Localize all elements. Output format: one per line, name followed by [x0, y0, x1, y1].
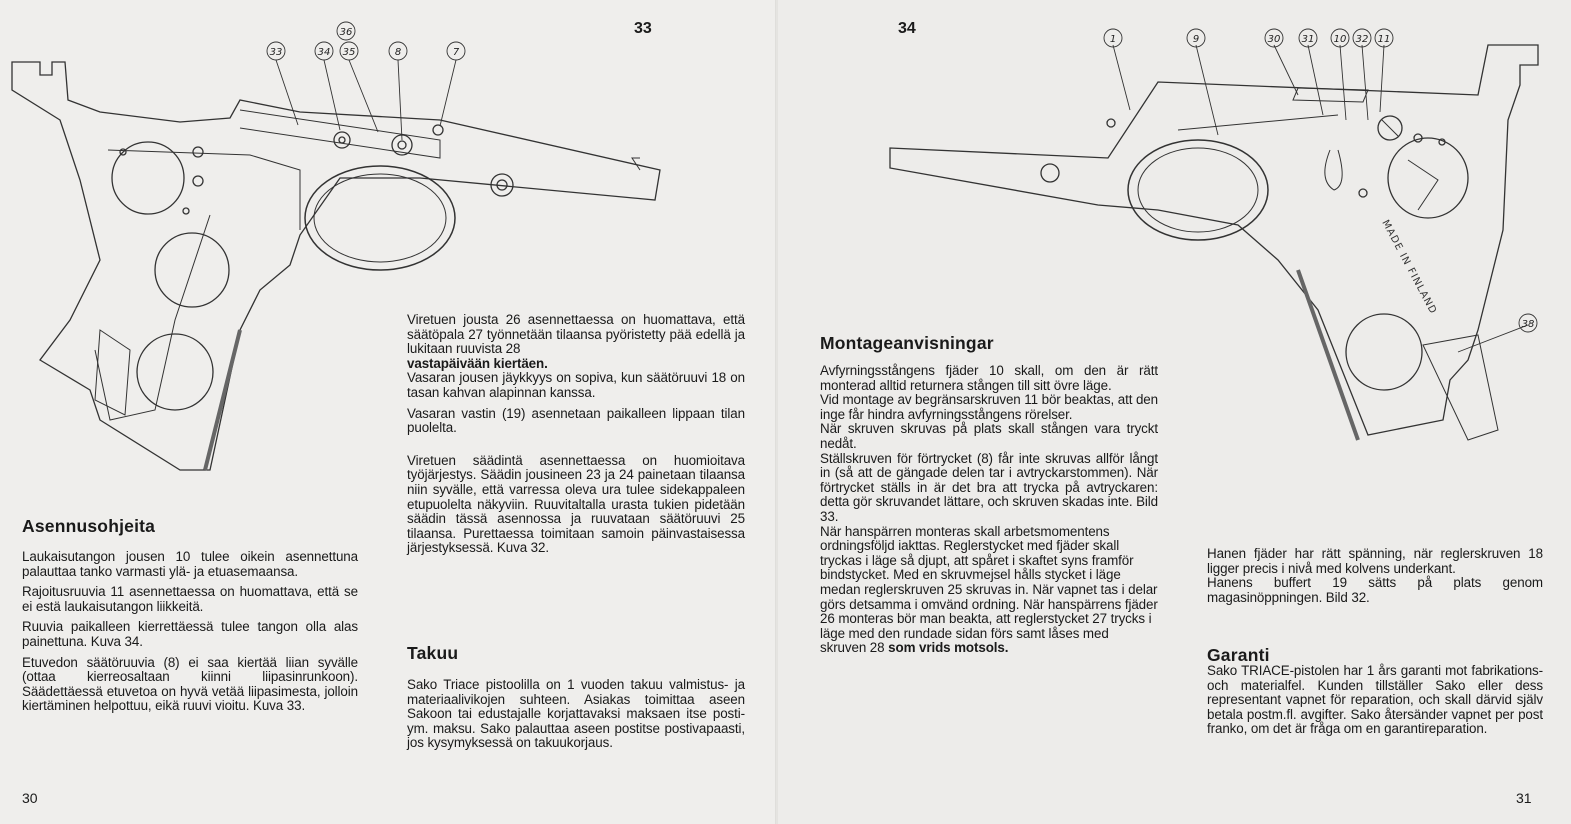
- callout-label: 7: [452, 47, 460, 58]
- paragraph: Ruuvia paikalleen kierrettäessä tulee tangon olla alas painettuna. Kuva 34.: [22, 619, 358, 649]
- paragraph: Sako TRIACE-pistolen har 1 års garanti mot fabrikations- och materialfel. Kunden tillställer Sako eller dess representant vapnet för reparation, och skall därvid själv betala postm.fl. avgifter. Sako återsänder vapnet per post franko, om det är fråga om en garantireparation.: [1207, 663, 1543, 737]
- paragraph: Rajoitusruuvia 11 asennettaessa on huomattava, että se ei estä laukaisutangon liikkeitä.: [22, 584, 358, 614]
- callout-label: 34: [317, 47, 331, 58]
- paragraph-emphasis: som vrids motsols.: [888, 640, 1009, 656]
- left-page: [0, 0, 776, 824]
- text-column-left-2: [407, 313, 745, 562]
- section-heading-takuu: Takuu: [407, 643, 459, 663]
- engraving-text: MADE IN FINLAND: [1379, 218, 1439, 317]
- callout-label: 11: [1377, 34, 1391, 45]
- section-heading-montageanvisningar: Montageanvisningar: [820, 333, 994, 353]
- callout-label: 9: [1192, 34, 1200, 45]
- right-page: [778, 0, 1571, 824]
- paragraph: När skruven skruvas på plats skall stången vara tryckt nedåt.: [820, 421, 1158, 451]
- paragraph: Laukaisutangon jousen 10 tulee oikein asennettuna palauttaa tanko varmasti ylä- ja etuasemaansa.: [22, 549, 358, 579]
- figure-number: 34: [898, 20, 916, 37]
- paragraph: Vasaran jousen jäykkyys on sopiva, kun säätöruuvi 18 on tasan kahvan alapinnan kanssa.: [407, 370, 745, 400]
- text-column-right-2b: [1207, 664, 1543, 737]
- page-number: 30: [22, 790, 38, 806]
- paragraph: Hanens buffert 19 sätts på plats genom magasinöppningen. Bild 32.: [1207, 575, 1543, 605]
- text-column-right-1: [820, 364, 1158, 656]
- text-column-right-2: [1207, 547, 1543, 605]
- callout-label: 32: [1355, 34, 1369, 45]
- paragraph: Vasaran vastin (19) asennetaan paikalleen lippaan tilan puolelta.: [407, 405, 745, 436]
- callout-label: 38: [1521, 319, 1535, 330]
- callout-label: 1: [1109, 34, 1117, 45]
- paragraph: Etuvedon säätöruuvia (8) ei saa kiertää liian syvälle (ottaa kierreosaltaan kiinni liipasinrunkoon). Säädettäessä etuvetoa on hyvä vetää liipasimesta, jolloin kiertäminen helpottuu, eikä ruuvi vioitu. Kuva 33.: [22, 654, 358, 714]
- paragraph: Hanen fjäder har rätt spänning, när reglerskruven 18 ligger precis i nivå med kolvens underkant.: [1207, 546, 1543, 576]
- paragraph-emphasis: vastapäivään kiertäen.: [407, 355, 548, 371]
- callout-label: 10: [1333, 34, 1347, 45]
- paragraph: Ställskruven för förtrycket (8) får inte skruvas allför långt in (så att de gängade delen tar i avtryckarstommen). När förtrycket ställs in är det bra att trycka på avtryckaren: detta gör skruvandet lättare, och skruven skadas inte. Bild 33.: [820, 450, 1158, 524]
- text-column-left-2b: [407, 678, 745, 757]
- text-column-left-1: [22, 550, 358, 720]
- paragraph: Viretuen jousta 26 asennettaessa on huomattava, että säätöpala 27 työnnetään tilaansa pyöristetty pää edellä ja lukitaan ruuvista 28: [407, 312, 745, 357]
- paragraph: Viretuen säädintä asennettaessa on huomioitava työjärjestys. Säädin jousineen 23 ja 24 painetaan tilaansa niin syvälle, että varressa oleva ura tulee sidekappaleen etupuolelta näkyviin. Ruuvitaltalla urasta tukien pidetään säädin tässä asennossa ja ruuvataan säätöruuvi 25 tilaansa. Purettaessa toimitaan samoin päinvastaisessa järjestyksessä. Kuva 32.: [407, 452, 745, 556]
- figure-number: 33: [634, 20, 652, 37]
- section-heading-asennusohjeita: Asennusohjeita: [22, 516, 156, 536]
- callout-label: 35: [342, 47, 356, 58]
- callout-label: 30: [1267, 34, 1281, 45]
- paragraph: Avfyrningsstångens fjäder 10 skall, om den är rätt monterad alltid returnera stången till sitt övre läge.: [820, 363, 1158, 393]
- section-heading-garanti: Garanti: [1207, 645, 1270, 665]
- paragraph: Vid montage av begränsarskruven 11 bör beaktas, att den inge får hindra avfyrningsstångens rörelser.: [820, 392, 1158, 422]
- callout-label: 33: [269, 47, 283, 58]
- paragraph: Sako Triace pistoolilla on 1 vuoden takuu valmistus- ja materiaalivikojen suhteen. Asiakas toimittaa aseen Sakoon tai edustajalle korjattavaksi maksaen itse posti- ym. maksu. Sako palauttaa aseen postitse postivapaasti, jos kysymyksessä on takuukorjaus.: [407, 677, 745, 751]
- callout-label: 31: [1301, 34, 1315, 45]
- callout-label: 36: [339, 27, 353, 38]
- paragraph: När hanspärren monteras skall arbetsmomentens ordningsföljd iakttas. Reglerstycket med fjäder skall tryckas i läge så djupt, att spåret i skaftet syns framför bindstycket. Med en skruvmejsel hålls stycket i läge medan reglerskruven 25 skruvas in. När vapnet tas i delar görs detsamma i omvänd ordning. När hanspärrens fjäder 26 monteras bör man beakta, att reglerstycket 27 trycks i läge med den rundade sidan förs samt låses med skruven 28: [820, 523, 1158, 656]
- page-number: 31: [1516, 790, 1532, 806]
- callout-label: 8: [394, 47, 402, 58]
